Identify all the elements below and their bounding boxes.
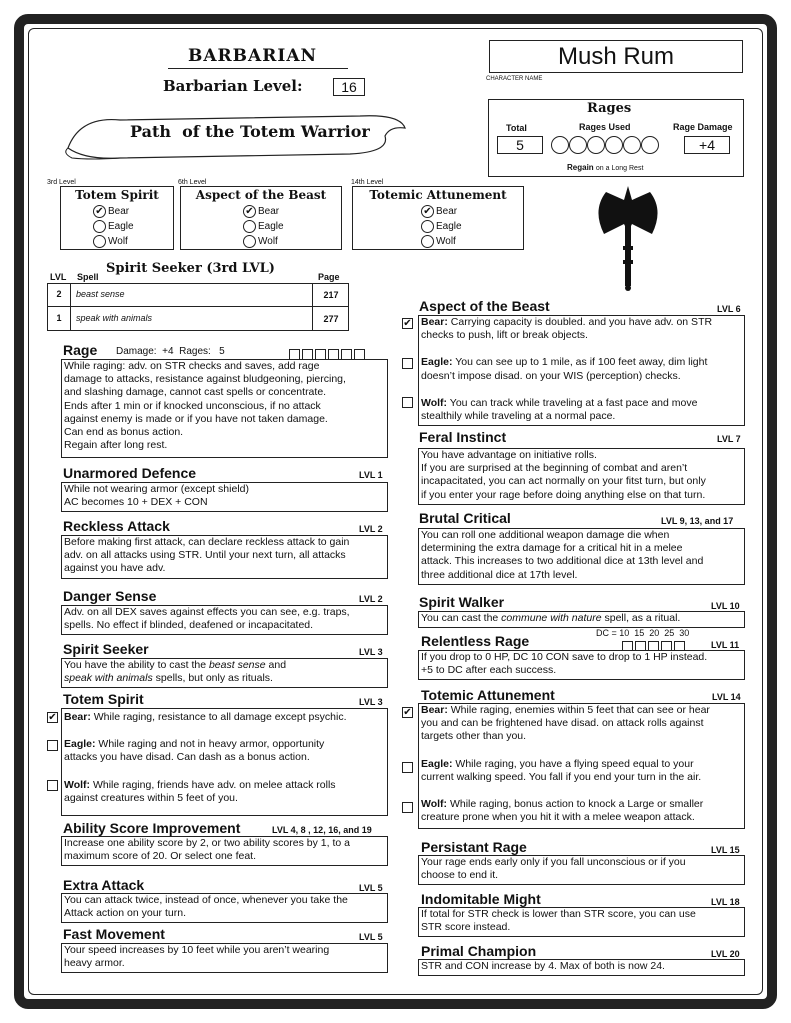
rages-total-field[interactable] xyxy=(497,136,543,154)
text-line: spells. No effect if blinded, deafened or incapacitated. xyxy=(64,619,314,632)
persistant-rage-body xyxy=(418,855,745,885)
rage-damage-inline: +4 xyxy=(162,346,174,357)
level-tag: LVL 20 xyxy=(711,949,740,959)
text-line: Bear: While raging, resistance to all damage except psychic. xyxy=(64,711,347,723)
text-line: creature prone when you hit it with a melee weapon attack. xyxy=(421,811,695,824)
text-line: against you have adv. xyxy=(64,562,166,575)
indomitable-might-title: Indomitable Might xyxy=(421,891,541,907)
text-line: While raging: adv. on STR checks and saves, add rage xyxy=(64,360,320,372)
rage-used-circle[interactable] xyxy=(587,136,605,154)
text-line: targets other than you. xyxy=(421,730,527,743)
spell-name: speak with animals xyxy=(76,313,153,323)
rage-damage-label-inline: Damage: xyxy=(116,346,157,357)
text-line: adv. on all attacks using STR. Until your next turn, all attacks xyxy=(64,549,346,562)
table-row xyxy=(48,284,348,307)
choice-box-aspect-beast xyxy=(180,186,342,250)
spirit-seeker-title: Spirit Seeker xyxy=(63,641,149,657)
text-line: You can attack twice, instead of once, whenever you take the xyxy=(64,894,348,906)
totem-spirit-title: Totem Spirit xyxy=(63,691,144,707)
option-label: Bear xyxy=(258,206,280,218)
aspect-beast-body xyxy=(418,315,745,426)
text-line: current walking speed. You fall if you end your turn in the air. xyxy=(421,770,702,783)
spell-lvl: 2 xyxy=(56,289,62,299)
text-line: If you are surprised at the beginning of combat and aren’t xyxy=(421,462,688,475)
regain-rest: on a Long Rest xyxy=(595,165,644,172)
text-line: speak with animals spells, but only as rituals. xyxy=(64,672,273,685)
level-tag: LVL 5 xyxy=(359,932,383,942)
text-line: checks to push, lift or break objects. xyxy=(421,329,588,342)
text-line: If total for STR check is lower than STR score, you can use xyxy=(421,908,696,920)
level-tag: LVL 2 xyxy=(359,594,383,604)
level-tag: LVL 15 xyxy=(711,845,740,855)
unarmored-defence-title: Unarmored Defence xyxy=(63,465,197,481)
rage-rages-value: 5 xyxy=(219,346,225,357)
level-tag: LVL 18 xyxy=(711,897,740,907)
option-label: Eagle xyxy=(436,221,462,233)
level-tag: LVL 14 xyxy=(712,692,741,702)
rage-body xyxy=(61,359,388,458)
rages-used-label: Rages Used xyxy=(579,122,631,132)
choice-option[interactable] xyxy=(93,235,128,248)
fast-movement-body xyxy=(61,943,388,973)
text-line: three additional dice at 17th level. xyxy=(421,568,578,581)
level-label: Barbarian Level: xyxy=(163,77,303,95)
character-name-label: CHARACTER NAME xyxy=(486,76,543,82)
totemic-attunement-eagle-checkbox[interactable] xyxy=(402,762,413,773)
rage-damage-value: +4 xyxy=(699,137,715,153)
text-line: Eagle: You can see up to 1 mile, as if 100 feet away, dim light xyxy=(421,356,708,369)
option-label: Wolf xyxy=(108,236,128,248)
text-line: Wolf: You can track while traveling at a fast pace and move xyxy=(421,396,698,409)
relentless-dc-label: DC = 10 15 20 25 30 xyxy=(596,628,690,638)
rage-stats xyxy=(116,346,225,357)
rage-used-circle[interactable] xyxy=(551,136,569,154)
choice-box-totem-spirit xyxy=(60,186,174,250)
choice-option[interactable] xyxy=(93,205,129,218)
choice-title: Totemic Attunement xyxy=(369,188,507,202)
level-value: 16 xyxy=(341,79,357,95)
level-field[interactable] xyxy=(333,78,365,96)
choice-option[interactable] xyxy=(243,220,284,233)
totemic-attunement-wolf-checkbox[interactable] xyxy=(402,802,413,813)
text-line: Attack action on your turn. xyxy=(64,907,186,920)
text-line: against creatures within 5 feet of you. xyxy=(64,791,238,804)
rage-used-circle[interactable] xyxy=(623,136,641,154)
text-line: Can end as bonus action. xyxy=(64,426,184,439)
choice-option[interactable] xyxy=(243,235,278,248)
option-label: Eagle xyxy=(108,221,134,233)
text-line: Your speed increases by 10 feet while you aren’t wearing xyxy=(64,944,330,956)
relentless-rage-title: Relentless Rage xyxy=(421,633,530,649)
text-line: against enemy is made or if you have not taken damage. xyxy=(64,412,328,425)
text-line: Eagle: While raging, you have a flying speed equal to your xyxy=(421,757,694,770)
option-label: Bear xyxy=(436,206,458,218)
text-line: Increase one ability score by 2, or two ability scores by 1, to a xyxy=(64,837,350,849)
choice-title: Aspect of the Beast xyxy=(195,188,327,202)
totemic-attunement-bear-checkbox[interactable]: ✔ xyxy=(403,707,412,718)
regain-bold: Regain xyxy=(567,163,594,172)
aspect-beast-eagle-checkbox[interactable] xyxy=(402,358,413,369)
text-line: and slashing damage, cannot cast spells or concentrate. xyxy=(64,386,327,399)
level-tag: LVL 5 xyxy=(359,883,383,893)
spell-name: beast sense xyxy=(76,289,125,299)
text-line: attacks you have disad. Can dash as a bonus action. xyxy=(64,751,310,764)
choice-option[interactable] xyxy=(421,235,456,248)
option-label: Bear xyxy=(108,206,130,218)
text-line: You can cast the commune with nature spell, as a ritual. xyxy=(421,612,681,624)
primal-champion-title: Primal Champion xyxy=(421,943,537,959)
text-line: Your rage ends early only if you fall unconscious or if you xyxy=(421,856,686,868)
spell-col-lvl: LVL xyxy=(50,272,67,282)
rage-used-circle[interactable] xyxy=(569,136,587,154)
text-line: determining the extra damage for a critical hit in a melee xyxy=(421,542,683,555)
feral-instinct-body xyxy=(418,448,745,505)
text-line: You have advantage on initiative rolls. xyxy=(421,449,597,461)
level-tag: LVL 4, 8 , 12, 16, and 19 xyxy=(272,825,372,835)
text-line: Adv. on all DEX saves against effects you can see, e.g. traps, xyxy=(64,606,350,618)
option-circle: ✔ xyxy=(243,205,256,218)
text-line: incapacitated, you can act normally on your fitst turn, but only xyxy=(421,475,706,488)
text-line: choose to end it. xyxy=(421,869,499,882)
asi-title: Ability Score Improvement xyxy=(63,820,241,836)
rages-regain xyxy=(567,163,643,172)
primal-champion-body xyxy=(418,959,745,976)
danger-sense-title: Danger Sense xyxy=(63,588,157,604)
choice-level: 3rd Level xyxy=(47,179,76,186)
choice-option[interactable] xyxy=(243,205,279,218)
option-circle xyxy=(243,235,256,248)
fast-movement-title: Fast Movement xyxy=(63,926,165,942)
text-line: doesn’t impose disad. on your WIS (perception) checks. xyxy=(421,369,681,382)
option-label: Wolf xyxy=(436,236,456,248)
text-line: While not wearing armor (except shield) xyxy=(64,483,249,495)
extra-attack-title: Extra Attack xyxy=(63,877,145,893)
spell-page: 277 xyxy=(323,314,339,324)
level-tag: LVL 11 xyxy=(711,640,740,650)
option-circle xyxy=(421,220,434,233)
text-line: stealthily while traveling at a normal pace. xyxy=(421,410,616,423)
rages-total-label: Total xyxy=(506,123,527,133)
text-line: maximum score of 20. Or select one feat. xyxy=(64,850,256,863)
subclass-title: Path of the Totem Warrior xyxy=(130,122,370,141)
spell-lvl: 1 xyxy=(56,313,62,323)
table-row xyxy=(48,307,348,330)
spell-col-spell: Spell xyxy=(77,272,99,282)
level-tag: LVL 9, 13, and 17 xyxy=(661,516,734,526)
text-line: Bear: While raging, enemies within 5 feet that can see or hear xyxy=(421,704,710,716)
text-line: Regain after long rest. xyxy=(64,439,168,452)
option-circle: ✔ xyxy=(421,205,434,218)
choice-box-totemic-attunement xyxy=(352,186,524,250)
option-circle: ✔ xyxy=(93,205,106,218)
spell-page: 217 xyxy=(323,290,339,300)
totem-spirit-bear-checkbox[interactable]: ✔ xyxy=(48,712,57,723)
level-tag: LVL 7 xyxy=(717,434,741,444)
rages-used-trackers xyxy=(551,136,659,154)
choice-title: Totem Spirit xyxy=(75,188,159,202)
persistant-rage-title: Persistant Rage xyxy=(421,839,527,855)
text-line: Eagle: While raging and not in heavy armor, opportunity xyxy=(64,738,325,751)
reckless-attack-body xyxy=(61,535,388,579)
rage-title: Rage xyxy=(63,342,98,358)
aspect-beast-bear-checkbox[interactable]: ✔ xyxy=(403,318,412,329)
spirit-walker-title: Spirit Walker xyxy=(419,594,505,610)
rages-title: Rages xyxy=(587,101,632,116)
level-tag: LVL 3 xyxy=(359,697,383,707)
text-line: AC becomes 10 + DEX + CON xyxy=(64,496,208,509)
brutal-critical-body xyxy=(418,528,745,585)
spell-table xyxy=(47,283,349,331)
text-line: STR and CON increase by 4. Max of both is now 24. xyxy=(421,960,665,972)
choice-option[interactable] xyxy=(93,220,134,233)
character-name: Mush Rum xyxy=(557,43,675,70)
choice-level: 14th Level xyxy=(351,179,384,186)
totem-spirit-eagle-checkbox[interactable] xyxy=(47,740,58,751)
spirit-seeker-body xyxy=(61,658,388,688)
battle-axe-icon xyxy=(592,180,664,292)
text-line: Ends after 1 min or if knocked unconscious, if no attack xyxy=(64,399,321,412)
extra-attack-body xyxy=(61,893,388,923)
level-tag: LVL 6 xyxy=(717,304,741,314)
rage-used-circle[interactable] xyxy=(641,136,659,154)
level-tag: LVL 1 xyxy=(359,470,383,480)
rage-damage-label: Rage Damage xyxy=(673,122,733,132)
rage-used-circle[interactable] xyxy=(605,136,623,154)
spell-table-title: Spirit Seeker (3rd LVL) xyxy=(106,261,275,276)
text-line: Wolf: While raging, friends have adv. on melee attack rolls xyxy=(64,778,336,791)
choice-option[interactable] xyxy=(421,205,457,218)
danger-sense-body xyxy=(61,605,388,635)
class-name: BARBARIAN xyxy=(188,46,318,66)
option-label: Eagle xyxy=(258,221,284,233)
totemic-attunement-title: Totemic Attunement xyxy=(421,687,555,703)
option-circle xyxy=(421,235,434,248)
rages-total-value: 5 xyxy=(516,137,524,153)
feral-instinct-title: Feral Instinct xyxy=(419,429,507,445)
aspect-beast-wolf-checkbox[interactable] xyxy=(402,397,413,408)
text-line: damage to attacks, resistance against bludgeoning, piercing, xyxy=(64,373,346,386)
text-line: you and can be frightened have disad. on attack rolls against xyxy=(421,717,704,730)
text-line: If you drop to 0 HP, DC 10 CON save to drop to 1 HP instead. xyxy=(421,651,708,663)
choice-option[interactable] xyxy=(421,220,462,233)
text-line: Wolf: While raging, bonus action to knock a Large or smaller xyxy=(421,798,704,811)
level-tag: LVL 3 xyxy=(359,647,383,657)
option-circle xyxy=(243,220,256,233)
text-line: STR score instead. xyxy=(421,921,511,934)
option-label: Wolf xyxy=(258,236,278,248)
level-tag: LVL 10 xyxy=(711,601,740,611)
text-line: heavy armor. xyxy=(64,957,125,970)
choice-level: 6th Level xyxy=(178,179,207,186)
spell-col-page: Page xyxy=(318,272,340,282)
rage-rages-label: Rages: xyxy=(179,346,211,357)
totem-spirit-wolf-checkbox[interactable] xyxy=(47,780,58,791)
level-tag: LVL 2 xyxy=(359,524,383,534)
totem-spirit-body xyxy=(61,708,388,816)
brutal-critical-title: Brutal Critical xyxy=(419,510,511,526)
text-line: You can roll one additional weapon damage die when xyxy=(421,529,670,541)
rages-panel xyxy=(488,99,744,177)
class-name-box xyxy=(168,44,348,69)
unarmored-defence-body xyxy=(61,482,388,512)
reckless-attack-title: Reckless Attack xyxy=(63,518,170,534)
asi-body xyxy=(61,836,388,866)
relentless-rage-body xyxy=(418,650,745,680)
option-circle xyxy=(93,220,106,233)
rage-damage-field[interactable] xyxy=(684,136,730,154)
text-line: +5 to DC after each success. xyxy=(421,664,557,677)
text-line: attack. This increases to two additional dice at 13th level and xyxy=(421,555,704,568)
text-line: if you enter your rage before doing anything else on that turn. xyxy=(421,488,706,501)
text-line: You have the ability to cast the beast sense and xyxy=(64,659,287,671)
indomitable-might-body xyxy=(418,907,745,937)
text-line: Bear: Carrying capacity is doubled. and you have adv. on STR xyxy=(421,316,713,328)
aspect-beast-title: Aspect of the Beast xyxy=(419,298,550,314)
option-circle xyxy=(93,235,106,248)
totemic-attunement-body xyxy=(418,703,745,829)
spirit-walker-body xyxy=(418,611,745,628)
text-line: Before making first attack, can declare reckless attack to gain xyxy=(64,536,350,548)
character-name-field[interactable] xyxy=(489,40,743,73)
